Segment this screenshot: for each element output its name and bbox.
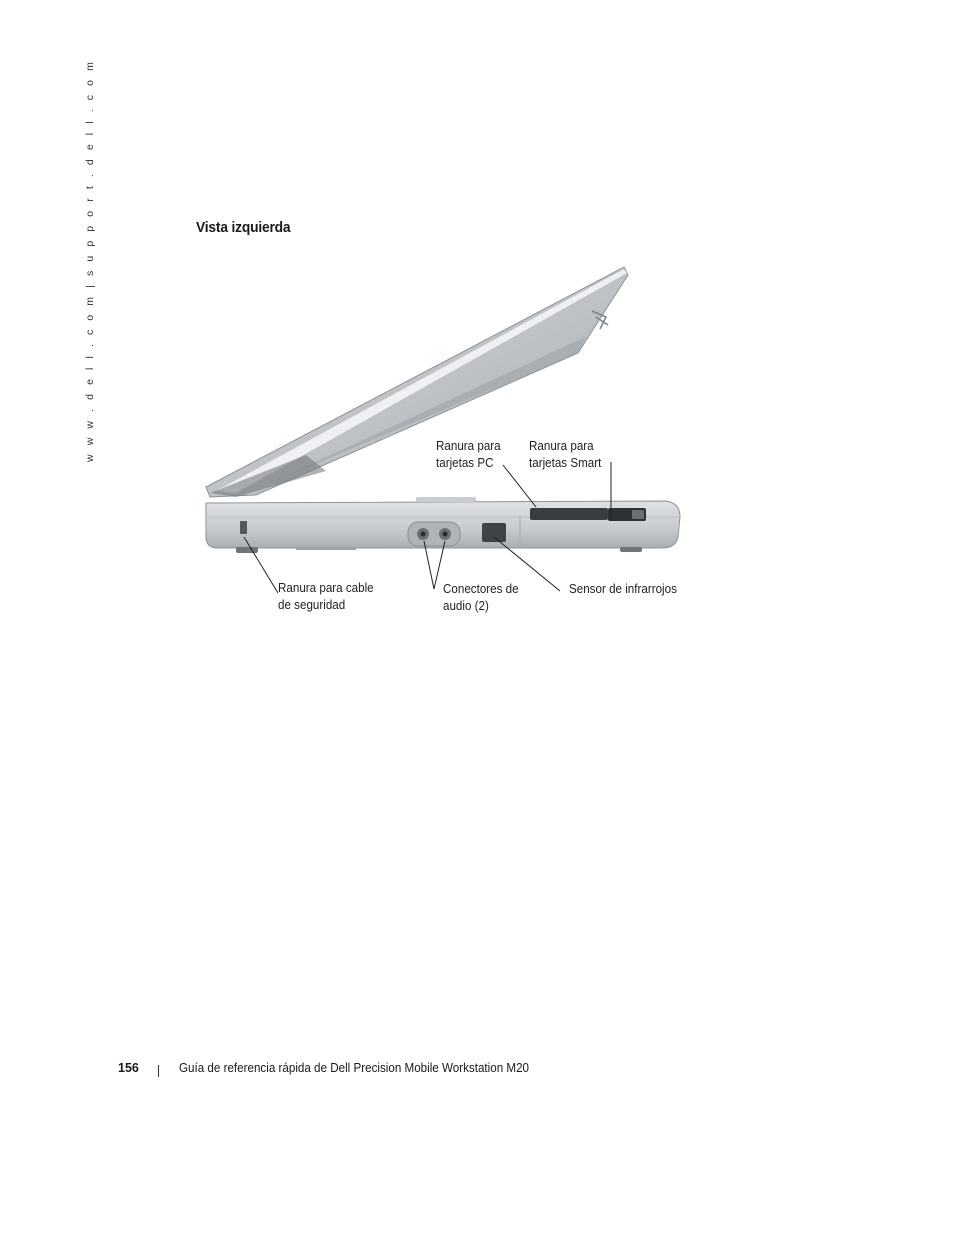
- side-url-text: w w w . d e l l . c o m | s u p p o r t . d e l l . c o m: [84, 59, 96, 462]
- page-footer: [0, 1061, 954, 1081]
- callout-pc-card-slot: Ranura para tarjetas PC: [436, 439, 501, 470]
- footer-divider: [158, 1065, 159, 1077]
- infrared-sensor: [482, 523, 506, 542]
- footer-doc-title: Guía de referencia rápida de Dell Precision Mobile Workstation M20: [179, 1061, 529, 1075]
- audio-connectors: [408, 522, 460, 546]
- callout-security-cable-slot: Ranura para cable de seguridad: [278, 581, 374, 612]
- smart-card-slot: [608, 508, 646, 521]
- section-title: Vista izquierda: [196, 219, 291, 236]
- callout-smart-card-slot: Ranura para tarjetas Smart: [529, 439, 602, 470]
- pc-card-slot: [530, 508, 608, 520]
- callout-infrared-sensor: Sensor de infrarrojos: [569, 582, 677, 596]
- security-cable-slot: [240, 521, 247, 534]
- side-url: [84, 59, 104, 462]
- page-number: 156: [118, 1061, 139, 1075]
- callout-audio-connectors: Conectores de audio (2): [443, 582, 519, 613]
